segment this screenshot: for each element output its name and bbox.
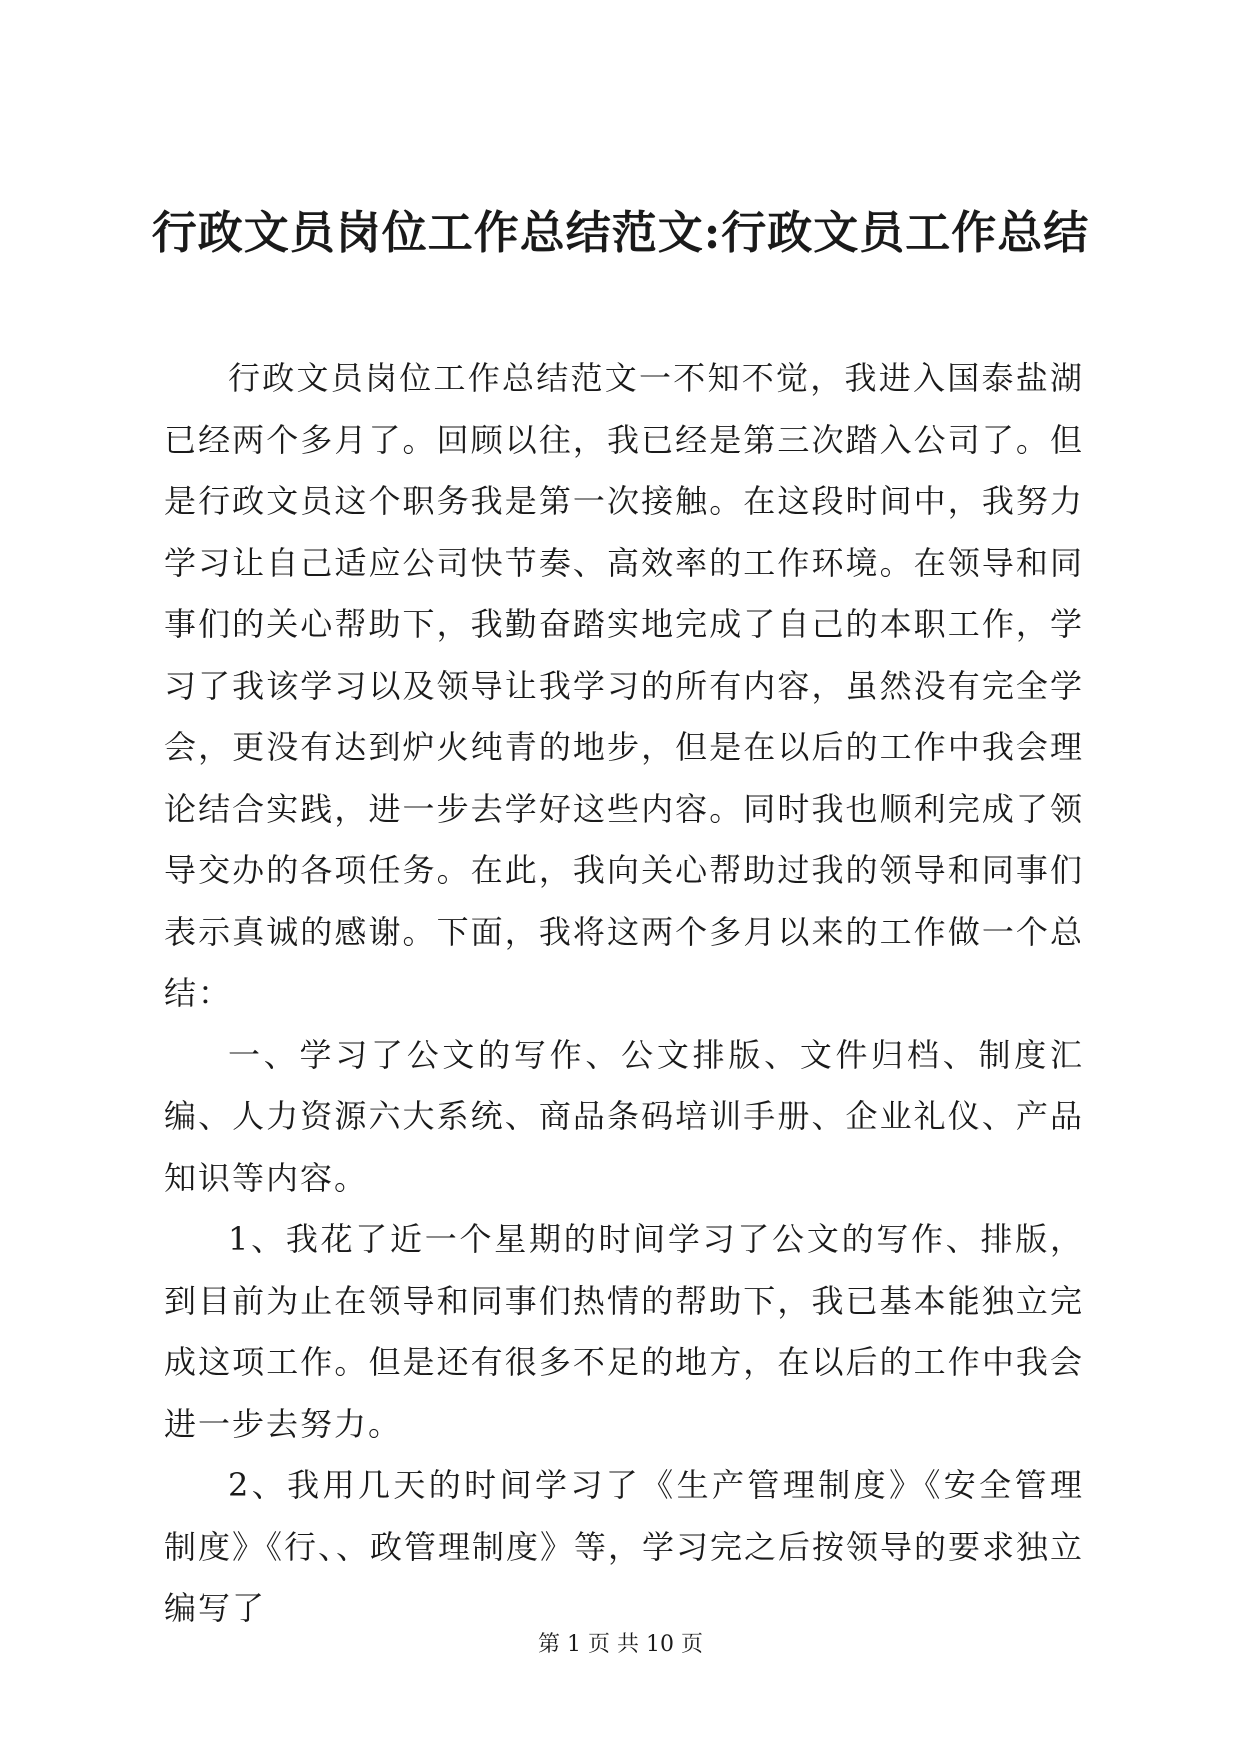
body-paragraph-item-2: 2、我用几天的时间学习了《生产管理制度》《安全管理制度》《行、、政管理制度》等，学习完之后按领导的要求独立编写了 [164,1466,1085,1627]
document-title: 行政文员岗位工作总结范文:行政文员工作总结 [151,206,1090,259]
page-number-footer: 第 1 页 共 10 页 [538,1632,703,1657]
document-body [164,348,1084,1640]
body-paragraph-item-1: 1、我花了近一个星期的时间学习了公文的写作、排版，到目前为止在领导和同事们热情的帮助下，我已基本能独立完成这项工作。但是还有很多不足的地方，在以后的工作中我会进一步去努力。 [164,1220,1084,1443]
body-paragraph-intro: 行政文员岗位工作总结范文一不知不觉，我进入国泰盐湖已经两个多月了。回顾以往，我已经是第三次踏入公司了。但是行政文员这个职务我是第一次接触。在这段时间中，我努力学习让自己适应公司快节奏、高效率的工作环境。在领导和同事们的关心帮助下，我勤奋踏实地完成了自己的本职工作，学习了我该学习以及领导让我学习的所有内容，虽然没有完全学会，更没有达到炉火纯青的地步，但是在以后的工作中我会理论结合实践，进一步去学好这些内容。同时我也顺利完成了领导交办的各项任务。在此，我向关心帮助过我的领导和同事们表示真诚的感谢。下面，我将这两个多月以来的工作做一个总结： [164,359,1084,1012]
body-paragraph-section-1: 一、学习了公文的写作、公文排版、文件归档、制度汇编、人力资源六大系统、商品条码培训手册、企业礼仪、产品知识等内容。 [164,1035,1084,1197]
